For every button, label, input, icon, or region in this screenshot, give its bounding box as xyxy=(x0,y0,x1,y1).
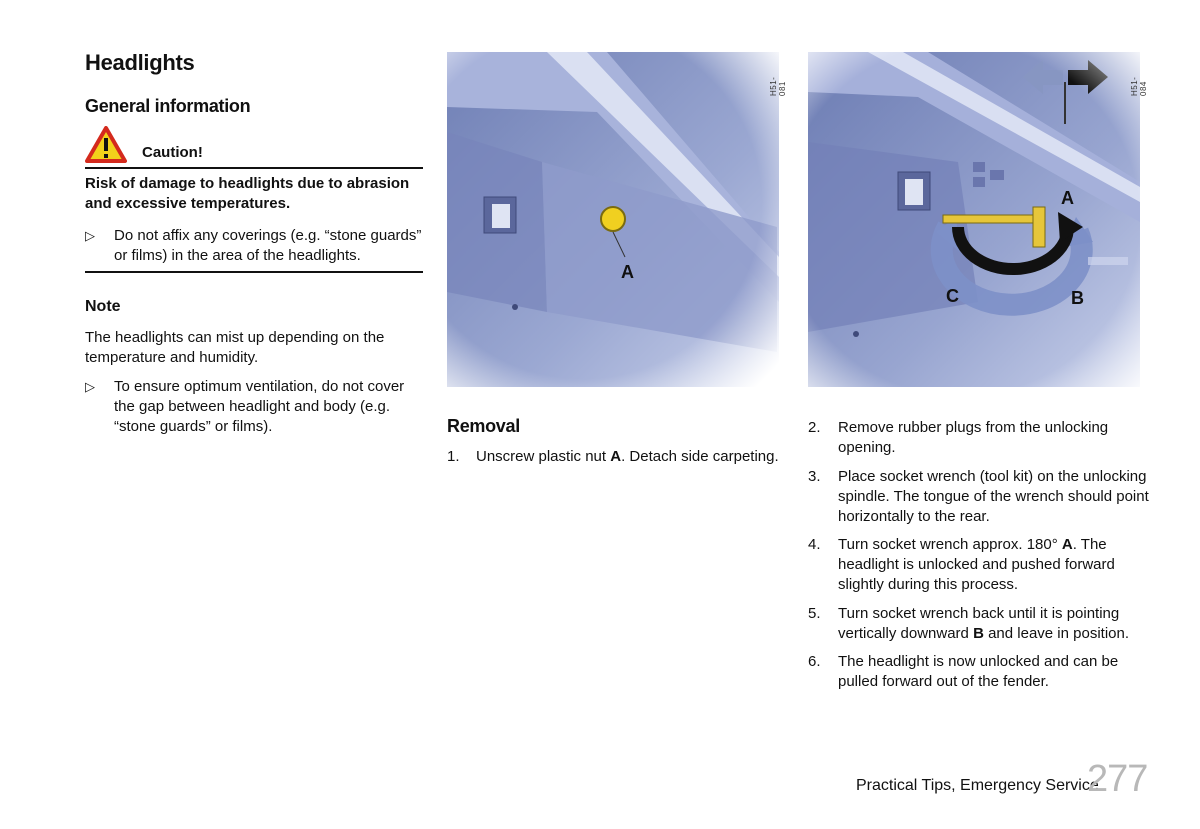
removal-heading: Removal xyxy=(447,416,520,436)
caution-bottom-rule xyxy=(85,271,423,273)
note-bullet-text: To ensure optimum ventilation, do not cover the gap between headlight and body (e.g. “stone guards” or films). xyxy=(114,378,405,435)
caution-label: Caution! xyxy=(142,144,203,161)
step-text: Remove rubber plugs from the unlocking opening. xyxy=(838,419,1109,456)
figure-label-b: B xyxy=(1071,288,1084,308)
figure-illustration xyxy=(808,52,1148,387)
step-number: 5. xyxy=(808,605,821,622)
figure-illustration xyxy=(447,52,787,387)
step-text: Turn socket wrench back until it is pointing vertically downward B and leave in position. xyxy=(838,605,1130,642)
caution-header xyxy=(85,124,423,166)
step-text: The headlight is now unlocked and can be pulled forward out of the fender. xyxy=(838,653,1119,690)
caution-bullet-text: Do not affix any coverings (e.g. “stone guards” or films) in the area of the headlights. xyxy=(114,227,422,264)
removal-step xyxy=(808,535,1153,595)
step-text: Turn socket wrench approx. 180° A. The headlight is unlocked and pushed forward slightly during this process. xyxy=(838,536,1115,593)
caution-bullet xyxy=(85,226,425,266)
figure-side-carpeting xyxy=(447,52,787,387)
removal-step xyxy=(447,447,792,467)
page-number: 277 xyxy=(1087,758,1148,800)
note-text: The headlights can mist up depending on the temperature and humidity. xyxy=(85,329,385,366)
caution-top-rule xyxy=(85,167,423,169)
section-subtitle: General information xyxy=(85,96,251,116)
bullet-triangle-icon: ▷ xyxy=(85,379,95,394)
footer-section-label: Practical Tips, Emergency Service xyxy=(856,777,1099,794)
step-number: 4. xyxy=(808,536,821,553)
step-number: 6. xyxy=(808,653,821,670)
figure-code: H51-081 xyxy=(769,76,787,96)
caution-risk-text: Risk of damage to headlights due to abrasion and excessive temperatures. xyxy=(85,175,410,212)
figure-socket-wrench xyxy=(808,52,1148,387)
removal-step xyxy=(808,652,1153,692)
figure-label-a: A xyxy=(1061,188,1074,208)
figure-label-c: C xyxy=(946,286,959,306)
step-number: 3. xyxy=(808,468,821,485)
step-text: Place socket wrench (tool kit) on the unlocking spindle. The tongue of the wrench should point horizontally to the rear. xyxy=(838,468,1149,525)
step-number: 2. xyxy=(808,419,821,436)
step-number: 1. xyxy=(447,448,460,465)
bullet-triangle-icon: ▷ xyxy=(85,228,95,243)
note-bullet xyxy=(85,377,425,437)
figure-label-a: A xyxy=(621,262,634,282)
warning-triangle-icon xyxy=(85,126,127,164)
page-title: Headlights xyxy=(85,50,195,75)
note-heading: Note xyxy=(85,298,121,315)
removal-step xyxy=(808,467,1153,527)
removal-step xyxy=(808,604,1153,644)
step-text: Unscrew plastic nut A. Detach side carpeting. xyxy=(476,448,779,465)
figure-code: H51-084 xyxy=(1130,76,1148,96)
removal-step xyxy=(808,418,1153,458)
